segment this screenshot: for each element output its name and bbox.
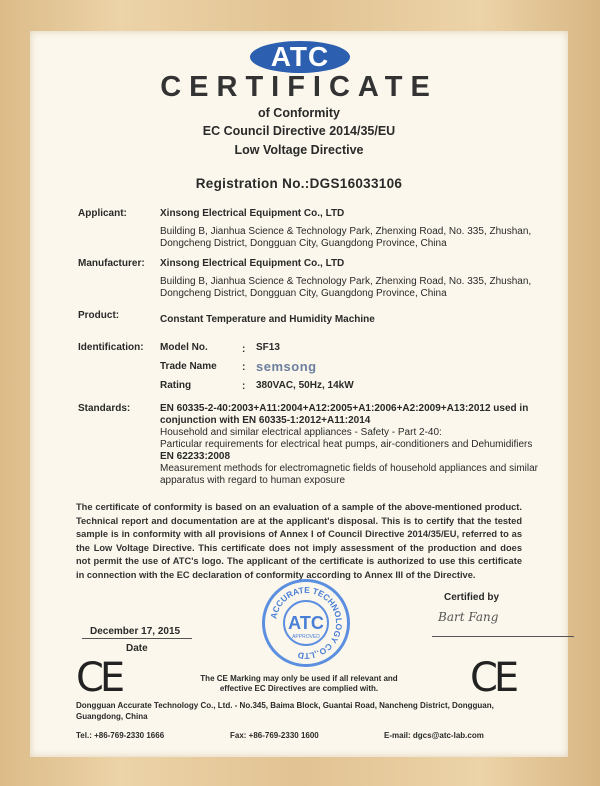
directive: EC Council Directive 2014/35/EU: [202, 124, 396, 138]
separator: :: [242, 381, 246, 392]
model-value: SF13: [256, 342, 280, 353]
certificate-title: CERTIFICATE: [160, 71, 438, 103]
stamp-approved-text: APPROVED: [292, 634, 320, 640]
model-label: Model No.: [160, 342, 208, 353]
ce-mark-left: CE: [76, 655, 122, 701]
date-label: Date: [126, 643, 148, 654]
manufacturer-name: Xinsong Electrical Equipment Co., LTD: [160, 258, 345, 269]
rating-label: Rating: [160, 380, 192, 391]
standards-label: Standards:: [78, 403, 131, 414]
stamp-ring-text: ACCURATE TECHNOLOGY CO.,LTD: [268, 584, 345, 662]
manufacturer-address-2: Dongcheng District, Dongguan City, Guangdong Province, China: [160, 288, 447, 299]
applicant-address-1: Building B, Jianhua Science & Technology Park, Zhenxing Road, No. 335, Zhushan,: [160, 226, 532, 237]
manufacturer-label: Manufacturer:: [78, 258, 145, 269]
applicant-name: Xinsong Electrical Equipment Co., LTD: [160, 208, 345, 219]
product-value: Constant Temperature and Humidity Machine: [160, 314, 375, 325]
standard-line: EN 60335-2-40:2003+A11:2004+A12:2005+A1:2006+A2:2009+A13:2012 used in: [160, 403, 529, 414]
applicant-label: Applicant:: [78, 208, 127, 219]
rating-value: 380VAC, 50Hz, 14kW: [256, 380, 354, 391]
signature: Bart Fang: [438, 610, 499, 624]
ce-note-1: The CE Marking may only be used if all relevant and: [200, 674, 398, 683]
issue-date: December 17, 2015: [90, 626, 181, 637]
standard-line: EN 62233:2008: [160, 451, 231, 462]
footer-fax: Fax: +86-769-2330 1600: [230, 731, 319, 740]
certified-by-label: Certified by: [444, 592, 500, 603]
trade-name-logo: semsong: [256, 359, 317, 374]
certificate-paper: [30, 31, 568, 757]
standard-line: apparatus with regard to human exposure: [160, 475, 346, 486]
standard-line: Measurement methods for electromagnetic fields of household appliances and similar: [160, 463, 538, 474]
trade-name-label: Trade Name: [160, 361, 217, 372]
atc-approved-stamp: [262, 579, 350, 667]
signature-line: [432, 636, 574, 637]
standard-line: Particular requirements for electrical heat pumps, air-conditioners and Dehumidifiers: [160, 439, 533, 450]
stamp-center-text: ATC: [288, 613, 324, 633]
footer-email: E-mail: dgcs@atc-lab.com: [384, 731, 484, 740]
atc-logo: ATC: [250, 41, 350, 73]
separator: :: [242, 362, 246, 373]
conformity-statement: The certificate of conformity is based on an evaluation of a sample of the above-mentioned product. Technical report and documentation are at the applicant's disposal. This is to certify that the tested sample is in conformity with all provisions of Annex I of Council Directive 2014/35/EU, referred to as the Low Voltage Directive. This certificate does not imply assessment of the production and does not permit the use of ATC's logo. The applicant of the certificate is authorized to use this certificate in connection with the EC declaration of conformity according to Annex III of the Directive.: [76, 502, 522, 580]
ce-mark-right: CE: [470, 655, 516, 701]
standard-line: Household and similar electrical appliances - Safety - Part 2-40:: [160, 427, 442, 438]
subtitle: of Conformity: [258, 106, 340, 120]
product-label: Product:: [78, 310, 120, 321]
manufacturer-address-1: Building B, Jianhua Science & Technology Park, Zhenxing Road, No. 335, Zhushan,: [160, 276, 532, 287]
applicant-address-2: Dongcheng District, Dongguan City, Guangdong Province, China: [160, 238, 447, 249]
date-line: [82, 638, 192, 639]
separator: :: [242, 344, 246, 355]
footer-address-2: Guangdong, China: [76, 712, 148, 721]
footer-tel: Tel.: +86-769-2330 1666: [76, 731, 165, 740]
footer-address-1: Dongguan Accurate Technology Co., Ltd. - No.345, Baima Block, Guantai Road, Nancheng District, Dongguan,: [76, 701, 494, 710]
registration-number: Registration No.:DGS16033106: [195, 176, 403, 191]
identification-label: Identification:: [78, 342, 144, 353]
standard-line: conjunction with EN 60335-1:2012+A11:2014: [160, 415, 371, 426]
directive-name: Low Voltage Directive: [234, 143, 364, 157]
ce-note-2: effective EC Directives are complied with.: [219, 684, 379, 693]
